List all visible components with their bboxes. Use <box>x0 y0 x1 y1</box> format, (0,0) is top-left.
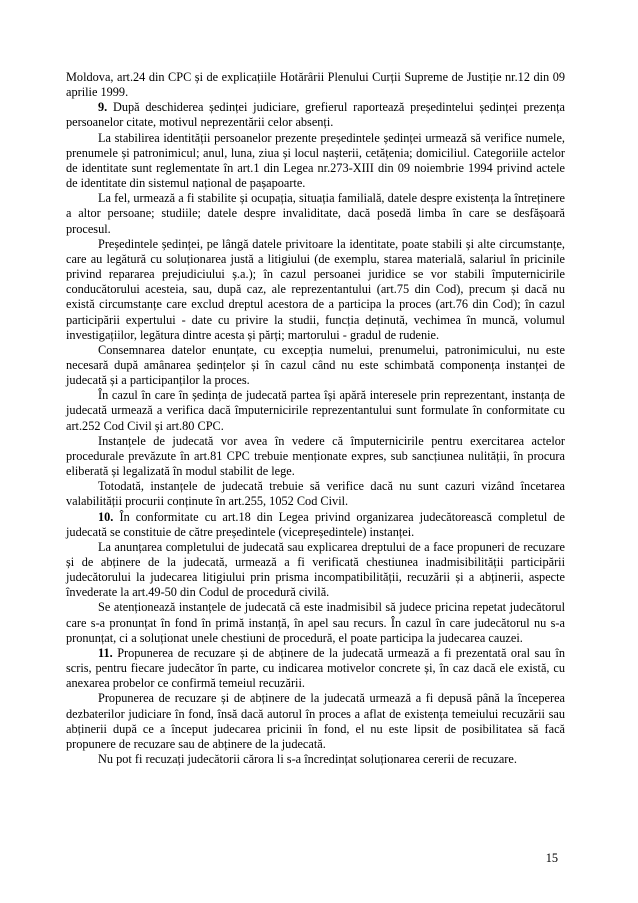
paragraph: Nu pot fi recuzați judecătorii cărora li s-a încredințat soluționarea cererii de recuzare. <box>98 752 517 767</box>
paragraph: 9. După deschiderea ședinței judiciare, grefierul raportează președintelui ședinței prezența persoanelor citate, motivul neprezentării celor absenți. <box>66 100 565 130</box>
paragraph: Instanțele de judecată vor avea în vedere că împuternicirile pentru exercitarea actelor procedurale prevăzute în art.81 CPC trebuie menționate expres, sub sancțiunea nulității, în procura eliberată și legalizată în modul stabilit de lege. <box>66 433 565 479</box>
document-body <box>66 70 565 767</box>
paragraph: La fel, urmează a fi stabilite și ocupația, situația familială, datele despre existența la întreținere a altor persoane; studiile; datele despre invaliditate, dacă posedă limba în care se desfășoară procesul. <box>66 191 565 236</box>
item-number: 10. <box>98 509 114 524</box>
paragraph: În cazul în care în ședința de judecată partea își apără interesele prin reprezentant, instanța de judecată urmează a verifica dacă împuternicirile reprezentantului sunt formulate în conformitate cu art.252 Cod Civil și art.80 CPC. <box>66 388 565 433</box>
paragraph: Președintele ședinței, pe lângă datele privitoare la identitate, poate stabili și alte circumstanțe, care au legătură cu soluționarea justă a litigiului (de exemplu, starea materială, salariul în pricinile privind repararea prejudiciului ș.a.); în cazul persoanei juridice se vor stabili împuternicirile conducătorului acesteia, sau, după caz, ale reprezentantului (art.75 din Cod), precum și dacă nu există circumstanțe care exclud dreptul acestora de a participa la proces (art.76 din Cod); în cazul participării expertului - date cu privire la studii, funcția deținută, vechimea în muncă, volumul investigațiilor, legătura dintre acesta și părți; martorului - gradul de rudenie. <box>66 236 565 342</box>
paragraph: 11. Propunerea de recuzare și de abținere de la judecată urmează a fi prezentată oral sau în scris, pentru fiecare judecător în parte, cu indicarea motivelor concrete și, în caz dacă ele există, cu anexarea probelor ce confirmă temeiul recuzării. <box>66 645 565 691</box>
paragraph: Propunerea de recuzare și de abținere de la judecată urmează a fi depusă până la începerea dezbaterilor judiciare în fond, însă dacă autorul în proces a aflat de existența temeiului recuzării sau abținerii după ce a început judecarea pricinii în fond, el nu este lipsit de posibilitatea să facă propunere de recuzare sau de abținere de la judecată. <box>66 691 565 751</box>
item-number: 9. <box>98 100 108 115</box>
paragraph: Consemnarea datelor enunțate, cu excepția numelui, prenumelui, patronimicului, nu este necesară după amânarea ședințelor și în cazul când nu este schimbată componența instanței de judecată și a participanților la proces. <box>66 342 565 388</box>
paragraph: Totodată, instanțele de judecată trebuie să verifice dacă nu sunt cazuri vizând încetarea valabilității procurii conținute în art.255, 1052 Cod Civil. <box>66 479 565 509</box>
page-number: 15 <box>545 851 558 865</box>
paragraph: Se atenționează instanțele de judecată că este inadmisibil să judece pricina repetat judecătorul care s-a pronunțat în fond în primă instanță, în apel sau recurs. În cazul în care judecătorul nu s-a pronunțat, ci a soluționat unele chestiuni de procedură, el poate participa la judecarea cauzei. <box>66 600 565 645</box>
paragraph: La stabilirea identității persoanelor prezente președintele ședinței urmează să verifice numele, prenumele și patronimicul; anul, luna, ziua și locul nașterii, cetățenia; domiciliul. Categoriile actelor de identitate sunt reglementate în art.1 din Legea nr.273-XIII din 09 noiembrie 1994 privind actele de identitate din sistemul național de pașapoarte. <box>66 130 565 191</box>
paragraph: Moldova, art.24 din CPC și de explicațiile Hotărârii Plenului Curții Supreme de Justiție nr.12 din 09 aprilie 1999. <box>66 70 565 100</box>
paragraph: 10. În conformitate cu art.18 din Legea privind organizarea judecătorească completul de judecată se constituie de către președintele (vicepreședintele) instanței. <box>66 509 565 539</box>
item-number: 11. <box>98 645 113 660</box>
paragraph: La anunțarea completului de judecată sau explicarea dreptului de a face propuneri de recuzare și de abținere de la judecată, urmează a fi verificată chestiunea inadmisibilității participării judecătorului la judecarea litigiului prin prisma incompatibilității, recuzării și a abținerii, aspecte învederate la art.49-50 din Codul de procedură civilă. <box>66 539 565 600</box>
